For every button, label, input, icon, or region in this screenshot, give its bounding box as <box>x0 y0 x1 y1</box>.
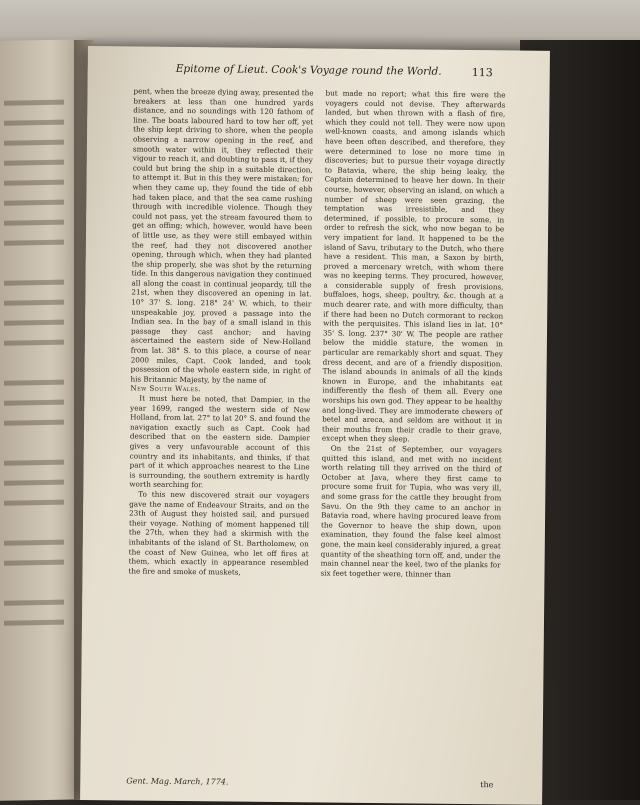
paragraph: On the 21st of September, our voyagers quitted this island, and met with no incident worth relating till they arrived on the third of October at Java, where they first came to procure some fruit for Tupia, who was very ill, and some grass for the cattle they brought from Savu. On the 9th they came to an anchor in Batavia road, where having procured leave from the Governor to heave the ship down, upon examination, they found the false keel almost gone, the main keel considerably injured, a great quantity of the sheathing torn off, and, under the main channel near the keel, two of the planks for six feet together were, thinner than <box>320 443 502 579</box>
page-footer: Gent. Mag. March, 1774. <box>126 776 229 787</box>
paragraph-caps: New South Wales. <box>130 383 202 394</box>
paragraph: It must here be noted, that Dampier, in the year 1699, ranged the western side of New Holland, from lat. 27° to lat 20° S. and found the navigation exactly such as Capt. Cook had described that on the eastern side. Dampier gives a very unfavourable account of this country and its inhabitants, and thinks, if that part of it which approaches nearest to the Line is surrounding, the southern extremity is hardly worth searching for. <box>129 393 311 490</box>
catchword: the <box>480 780 494 790</box>
paragraph: but made no report; what this fire were the voyagers could not devise. They afterwards landed, but when thrown with a flash of fire, which they could not tell. They were now upon well-known coasts, and among islands which have been often described, and therefore, they were determined to lose no more time in discoveries; but to pursue their voyage directly to Batavia, where, the ship being leaky, the Captain determined to heave her down. In their course, however, observing an island, on which a number of sheep were seen grazing, the temptation was irresistible, and they determined, if possible, to procure some, in order to refresh the sick, who now began to be very impatient for land. It happened to be the island of Savu, tributary to the Dutch, who there have a resident. This man, a Saxon by birth, proved a mercenary wretch, with whom there was no keeping terms. They procured, however, a considerable supply of fresh provisions, buffaloes, hogs, sheep, poultry, &c. though at a much dearer rate, and with more difficulty, than if there had been no Dutch cormorant to reckon with the perquisites. This island lies in lat. 10° 35' S. long. 237° 30' W. The people are rather below the middle stature, the women in particular are remarkably short and squat. They dress decent, and are of a friendly disposition. The island abounds in animals of all the kinds known in Europe, and the inhabitants eat indifferently the flesh of them all. Every one worships his own god. They appear to be healthy and long-lived. They are immoderate chewers of betel and areca, and seldom are without it in their mouths from their cradle to their grave, except when they sleep. <box>321 88 506 444</box>
paragraph: To this new discovered strait our voyagers gave the name of Endeavour Straits, and on the 23th of August they hoisted sail, and pursued their voyage. Nothing of moment happened till the 27th, when they had a skirmish with the inhabitants of the island of St. Bartholomew, on the coast of New Guinea, who let off fires at them, which exactly in appearance resembled the fire and smoke of muskets, <box>128 489 310 577</box>
right-column <box>320 88 505 579</box>
left-column <box>128 86 313 577</box>
paragraph: pent, when the breeze dying away, presented the breakers at less than one hundred yards distance, and no soundings with 120 fathom of line. The boats laboured hard to tow her off, yet the ship kept driving to shore, when the people observing a narrow opening in the reef, and smooth water within it, they reflected their vigour to reach it, and doubting to pass it, if they could but bring the ship in a suitable direction, to attempt it. But in this they were mistaken; for when they came up, they found the tide of ebb had taken place, and that the sea came rushing through with incredible violence. Though they could not pass, yet the stream favoured them to get an offing; which, however, would have been of little use, as they were still embayed within the reef, had they not discovered another opening, through which, when they had planted the ship properly, she was shot by the returning tide. In this dangerous navigation they continued all along the coast in continual jeopardy, till the 21st, when they discovered an opening in lat. 10° 37' S. long. 218° 24' W. which, to their unspeakable joy, proved a passage into the Indian sea. In the bay of a small island in this passage they cast anchor; and having ascertained the eastern side of New-Holland from lat. 38° S. to this place, a course of near 2000 miles, Capt. Cook landed, and took possession of the whole eastern side, in right of his Britannic Majesty, by the name of <box>130 86 314 385</box>
book-page <box>80 46 550 805</box>
page-number: 113 <box>471 66 493 80</box>
running-header: Epitome of Lieut. Cook's Voyage round the World. <box>175 62 442 78</box>
